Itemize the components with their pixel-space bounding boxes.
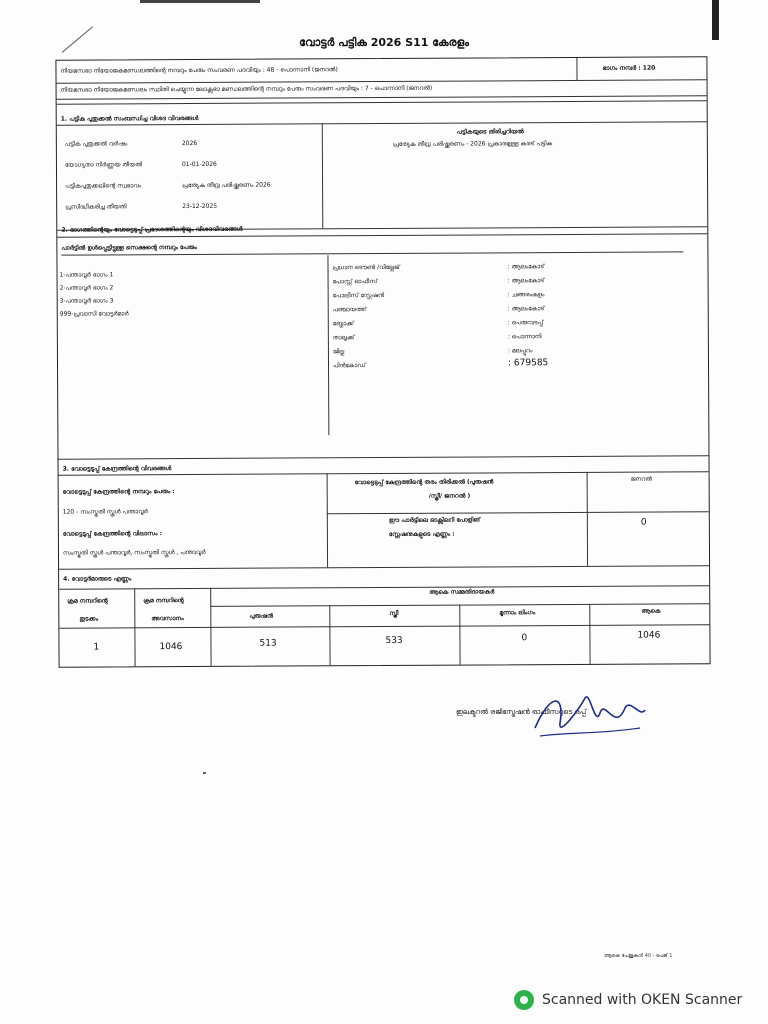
total-header: ആകെ (641, 607, 661, 615)
section3-title: 3. വോട്ടെടുപ്പ് കേന്ദ്രത്തിന്റെ വിവരങ്ങൾ (62, 465, 172, 473)
male-header: പുരുഷൻ (249, 612, 273, 620)
third-gender-header: മൂന്നാം ലിംഗം (499, 609, 536, 617)
page-footer: ആകെ പേജുകൾ 40 - പേജ് 1 (604, 953, 673, 959)
section-item: 3-പന്താവൂർ ഭാഗം 3 (59, 297, 114, 305)
revision-type-label: പട്ടികപുതുക്കലിന്റെ സ്വഭാവം (65, 182, 142, 190)
voter-list-form (55, 56, 710, 667)
serial-start-header-2: തുടക്കം (79, 615, 99, 623)
pincode-value: : 679585 (507, 358, 549, 369)
pincode-label: പിൻകോഡ് (333, 362, 366, 370)
auxiliary-stations-label: ഈ പാർട്ടിലെ ഓക്സിലറി പോളിങ് (388, 516, 480, 524)
publication-date-label: പ്രസിദ്ധീകരിച്ച തീയതി (65, 203, 127, 211)
serial-start-header: ക്രമ നമ്പറിന്റെ (67, 597, 108, 605)
town-label: പ്രധാന ടൌൺ /വില്ലേജ് (332, 263, 400, 272)
female-header: സ്ത്രീ (389, 609, 399, 617)
district-label: ജില്ല (332, 348, 345, 356)
polling-station-address-value: സംസ്കൃതി സ്കൂൾ പന്താവൂർ, സംസ്കൃതി സ്കൂൾ , പന്താവൂർ (62, 548, 206, 557)
section2-title: 2. ഭാഗത്തിന്റെയും വോട്ടെടുപ്പ് പ്രദേശത്തിന്റെയും വിശദവിവരങ്ങൾ (61, 225, 243, 234)
publication-date-value: 23-12-2025 (182, 202, 218, 211)
scanner-logo-icon (514, 990, 534, 1010)
serial-start-value: 1 (93, 642, 100, 653)
total-voters-header: ആകെ സമ്മതിദായകർ (429, 588, 495, 596)
serial-end-value: 1046 (159, 642, 183, 653)
station-type-label: വോട്ടെടുപ്പ് കേന്ദ്രത്തിന്റെ തരം തിരിക്കൽ (പുരുഷൻ (354, 478, 494, 487)
polling-station-address-label: വോട്ടെടുപ്പ് കേന്ദ്രത്തിന്റെ വിലാസം : (62, 530, 162, 538)
constituency-label: നിയമസഭാ നിയോജകമണ്ഡലത്തിന്റെ നമ്പറും പേരും സംവരണ പദവിയും : 48 - പൊന്നാനി (ജനറൽ) (60, 66, 338, 75)
station-type-label-2: /സ്ത്രീ/ ജനറൽ ) (428, 492, 471, 500)
scan-edge (140, 0, 260, 3)
revision-year-value: 2026 (181, 139, 198, 148)
scan-speck (203, 772, 206, 774)
polling-station-number-label: വോട്ടെടുപ്പ് കേന്ദ്രത്തിന്റെ നമ്പറും പേരും : (62, 488, 175, 496)
police-station-value: : ചങ്ങരംകുളം (507, 291, 545, 299)
scan-edge-bar (712, 0, 719, 40)
taluk-label: താലൂക്ക് (332, 334, 355, 342)
female-count: 533 (385, 635, 403, 646)
serial-end-header-2: അവസാനം (151, 615, 184, 623)
section4-title: 4. വോട്ടർമാരുടെ എണ്ണം (63, 575, 132, 583)
post-office-value: : ആലംകോട് (507, 277, 545, 285)
list-identification-text: പ്രത്യേക തീവ്ര പരിഷ്ക്കരണം - 2026 പ്രകാരമുള്ള കരട് പട്ടിക (392, 140, 553, 148)
panchayat-value: : ആലംകോട് (507, 305, 545, 313)
post-office-label: പോസ്റ്റ് ഓഫീസ് (332, 278, 378, 286)
officer-signature (530, 688, 650, 748)
signature-label: ഇലക്ടറൽ രജിസ്ട്രേഷൻ ഓഫീസറുടെ ഒപ്പ് (456, 708, 587, 716)
section-item: 1-പന്താവൂർ ഭാഗം 1 (59, 271, 114, 279)
qualifying-date-value: 01-01-2026 (181, 160, 217, 169)
panchayat-label: പഞ്ചായത്ത് (332, 306, 367, 314)
part-number: ഭാഗം നമ്പർ : 120 (602, 64, 656, 72)
loksabha-label: നിയമസഭാ നിയോജകമണ്ഡലം സ്ഥിതി ചെയ്യുന്ന ലോക്സഭാ മണ്ഡലത്തിന്റെ നമ്പറും പേരും സംവരണ പദവിയും : 7 - പൊന്നാനി (ജനറൽ) (60, 84, 433, 94)
male-count: 513 (259, 638, 277, 649)
section-list-heading: പാർട്ടിൽ ഉൾപ്പെട്ടിട്ടുള്ള സെക്ഷന്റെ നമ്പറും പേരും (61, 243, 197, 252)
document-title: വോട്ടർ പട്ടിക 2026 S11 കേരളം (299, 36, 469, 49)
section-item: 999-പ്രവാസി വോട്ടർമാർ (59, 310, 129, 318)
total-count: 1046 (637, 630, 661, 641)
block-value: : പെരുമ്പടപ്പ് (507, 319, 544, 327)
section-item: 2-പന്താവൂർ ഭാഗം 2 (59, 284, 114, 292)
third-gender-count: 0 (521, 633, 528, 644)
list-identification-title: പട്ടികയുടെ തിരിച്ചറിയൽ (456, 128, 524, 136)
police-station-label: പോലീസ് സ്റ്റേഷൻ (332, 291, 385, 300)
revision-year-label: പട്ടിക പുതുക്കൽ വർഷം (64, 140, 128, 148)
polling-station-number-value: 120 - സംസ്കൃതി സ്കൂൾ പന്താവൂർ (62, 508, 148, 516)
auxiliary-stations-label-2: സ്റ്റേഷനുകളുടെ എണ്ണം : (388, 530, 455, 538)
taluk-value: : പൊന്നാനി (507, 333, 542, 341)
station-type-value: ജനറൽ (630, 475, 652, 483)
section1-title: 1. പട്ടിക പുതുക്കൽ സംബന്ധിച്ച വിശദ വിവരങ്ങൾ (60, 114, 199, 123)
scanner-text: Scanned with OKEN Scanner (542, 992, 743, 1008)
district-value: : മലപ്പുറം (507, 347, 533, 355)
qualifying-date-label: യോഗ്യതാ നിർണ്ണയ തീയതി (64, 161, 143, 169)
serial-end-header: ക്രമ നമ്പറിന്റെ (143, 597, 184, 605)
auxiliary-stations-value: 0 (640, 517, 647, 528)
revision-type-value: പ്രത്യേക തീവ്ര പരിഷ്ക്കരണം 2026 (182, 181, 271, 190)
scanner-watermark (514, 990, 742, 1010)
block-label: ബ്ലോക്ക് (332, 320, 354, 328)
town-value: : ആലംകോട് (507, 263, 545, 271)
